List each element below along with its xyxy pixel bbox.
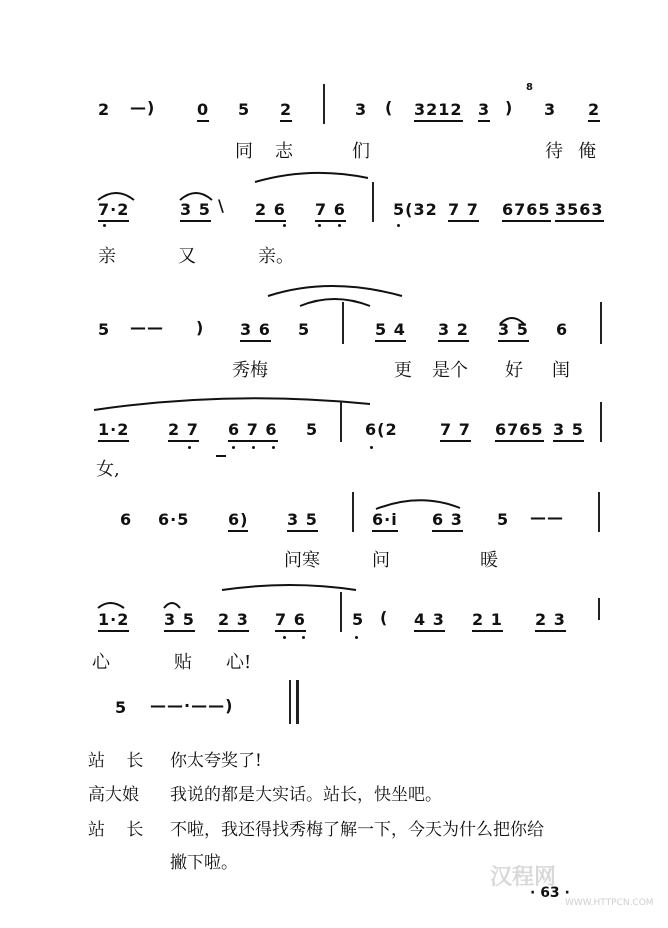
note: 6 bbox=[120, 510, 133, 529]
speaker: 高大娘 bbox=[88, 785, 139, 805]
note: 6·5 bbox=[158, 510, 190, 529]
note: 5 bbox=[298, 320, 311, 339]
dialogue-line bbox=[88, 815, 544, 840]
note: 3 bbox=[355, 100, 368, 119]
dialogue-line bbox=[88, 746, 262, 771]
dialogue-line bbox=[88, 848, 238, 873]
speech: 我说的都是大实话。站长，快坐吧。 bbox=[170, 785, 442, 805]
note: 6) bbox=[228, 510, 248, 532]
note: —— bbox=[530, 508, 564, 527]
barline bbox=[600, 402, 602, 442]
note: 3 5 bbox=[498, 320, 529, 342]
lyric: 心! bbox=[226, 652, 252, 673]
final-barline-thick bbox=[296, 680, 299, 724]
barline bbox=[598, 492, 600, 532]
note: 2 7 bbox=[168, 420, 199, 442]
speaker: 站 长 bbox=[88, 751, 152, 771]
lyric: 闺 bbox=[552, 360, 570, 381]
lyric: 心 bbox=[92, 652, 110, 673]
lyric: 问寒 bbox=[284, 550, 320, 571]
lyric: 是个 bbox=[432, 360, 468, 381]
note: 2 bbox=[588, 100, 600, 122]
note: 7 7 bbox=[448, 200, 479, 222]
note: 3 5 bbox=[553, 420, 584, 442]
barline bbox=[598, 598, 600, 620]
note: 6765 bbox=[502, 200, 551, 222]
barline bbox=[600, 302, 602, 344]
grace-note: 8 bbox=[526, 82, 534, 93]
note: 2 bbox=[98, 100, 111, 119]
note: 2 1 bbox=[472, 610, 503, 632]
note: 5 bbox=[98, 320, 111, 339]
lyric: 们 bbox=[352, 141, 370, 162]
lyric: 志 bbox=[275, 141, 293, 162]
note: 3 bbox=[544, 100, 557, 119]
note: 2 6 bbox=[255, 200, 286, 222]
note: ( bbox=[385, 98, 394, 117]
lyric: 好 bbox=[505, 360, 523, 381]
note: 5 bbox=[306, 420, 319, 439]
lyric: 贴 bbox=[174, 652, 192, 673]
barline bbox=[372, 182, 374, 222]
note: 6(2 bbox=[365, 420, 398, 439]
barline bbox=[342, 302, 344, 344]
barline bbox=[340, 592, 342, 632]
dialogue-line bbox=[88, 780, 442, 805]
note: —— bbox=[130, 318, 164, 337]
note: 7 6 bbox=[315, 200, 346, 222]
lyric: 又 bbox=[178, 246, 196, 267]
note: 3 5 bbox=[164, 610, 195, 632]
note: 3 5 bbox=[287, 510, 318, 532]
lyric: 同 bbox=[235, 141, 253, 162]
note: 3 6 bbox=[240, 320, 271, 342]
note: 6 7 6 bbox=[228, 420, 278, 442]
note: ( bbox=[380, 608, 389, 627]
note: 5 bbox=[352, 610, 365, 629]
note: 1·2 bbox=[98, 610, 129, 632]
note: 7 6 bbox=[275, 610, 306, 632]
note: ) bbox=[196, 318, 205, 337]
note: —) bbox=[130, 98, 156, 117]
note: 5 bbox=[115, 698, 128, 717]
barline bbox=[323, 84, 325, 124]
watermark-url: WWW.HTTPCN.COM bbox=[565, 898, 654, 908]
page-number: · 63 · bbox=[530, 885, 570, 901]
note: 3 5 bbox=[180, 200, 211, 222]
speech: 不啦，我还得找秀梅了解一下，今天为什么把你给 bbox=[170, 820, 544, 840]
note: 5 4 bbox=[375, 320, 406, 342]
note: 2 3 bbox=[218, 610, 249, 632]
note: ——·——) bbox=[150, 696, 234, 715]
barline bbox=[352, 492, 354, 532]
lyric: 秀梅 bbox=[232, 360, 268, 381]
speaker: 站 长 bbox=[88, 820, 152, 840]
lyric: 待 bbox=[545, 141, 563, 162]
note: 6 bbox=[556, 320, 569, 339]
note: 5(32 bbox=[393, 200, 438, 219]
lyric: 俺 bbox=[578, 141, 596, 162]
lyric: 暖 bbox=[480, 550, 498, 571]
note: 1·2 bbox=[98, 420, 129, 442]
note: \ bbox=[218, 196, 225, 215]
note: 3563 bbox=[555, 200, 604, 222]
note: 3 bbox=[478, 100, 490, 122]
note: 7·2 bbox=[98, 200, 129, 222]
note: 6765 bbox=[495, 420, 544, 442]
note: 7 7 bbox=[440, 420, 471, 442]
note: 3 2 bbox=[438, 320, 469, 342]
note: 0 bbox=[197, 100, 209, 122]
note: 6 3 bbox=[432, 510, 463, 532]
lyric: 问 bbox=[372, 550, 390, 571]
lyric: 女, bbox=[96, 459, 120, 480]
lyric: 亲 bbox=[98, 246, 116, 267]
note: 5 bbox=[238, 100, 251, 119]
note: 5 bbox=[497, 510, 510, 529]
speech: 撇下啦。 bbox=[170, 853, 238, 873]
final-barline bbox=[289, 680, 291, 724]
speech: 你太夸奖了! bbox=[170, 751, 262, 771]
note: 2 3 bbox=[535, 610, 566, 632]
lyric: 亲。 bbox=[258, 246, 294, 267]
watermark-logo: 汉程网 bbox=[490, 865, 557, 890]
note: ) bbox=[505, 98, 514, 117]
note: 2 bbox=[280, 100, 292, 122]
note: 3212 bbox=[414, 100, 463, 122]
lyric: 更 bbox=[394, 360, 412, 381]
barline bbox=[340, 402, 342, 442]
note: 4 3 bbox=[414, 610, 445, 632]
note: 6·i bbox=[372, 510, 398, 532]
